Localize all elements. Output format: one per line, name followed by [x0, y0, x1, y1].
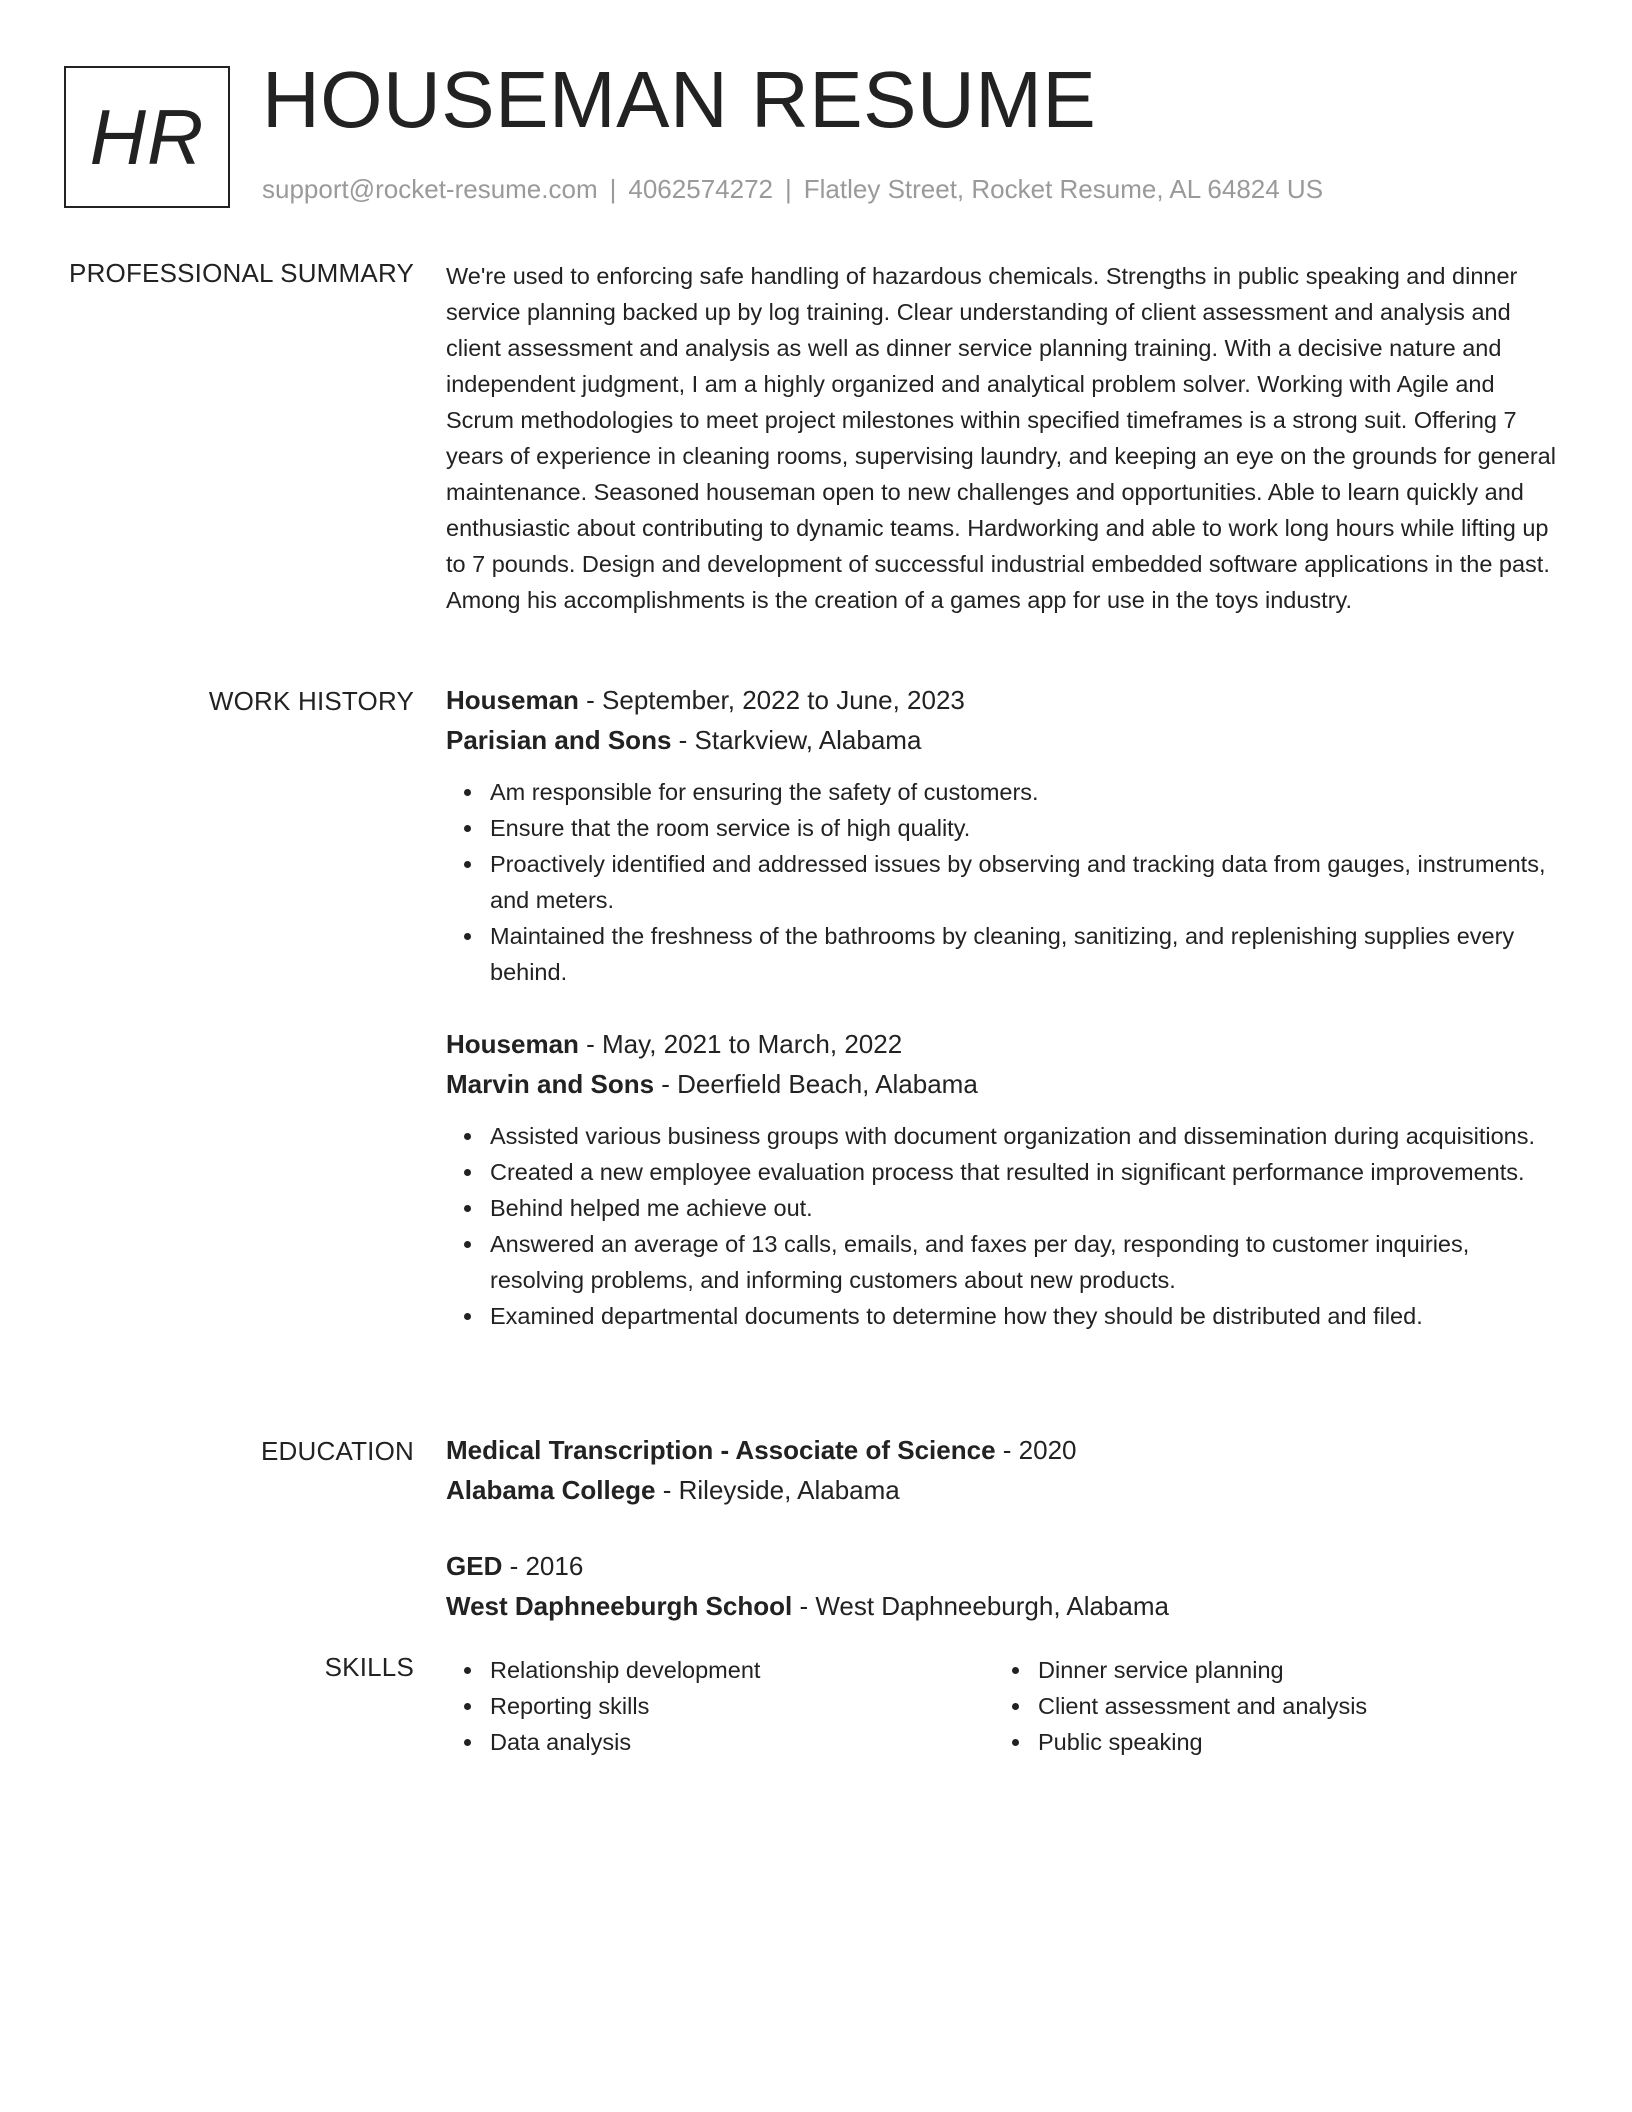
skill-item: Client assessment and analysis — [1038, 1688, 1542, 1724]
job-company-line — [446, 720, 1558, 760]
job-company: Parisian and Sons — [446, 725, 672, 755]
contact-address: Flatley Street, Rocket Resume, AL 64824 US — [803, 174, 1324, 204]
list-item: Examined departmental documents to determine how they should be distributed and filed. — [490, 1298, 1558, 1334]
skills-column-left — [446, 1652, 994, 1760]
job-bullets — [446, 774, 1558, 990]
skill-item: Dinner service planning — [1038, 1652, 1542, 1688]
monogram-logo: HR — [64, 66, 230, 208]
skills-column-right — [994, 1652, 1542, 1760]
skills-grid — [446, 1652, 1558, 1760]
resume-title: HOUSEMAN RESUME — [262, 55, 1097, 144]
skill-item: Data analysis — [490, 1724, 994, 1760]
section-label-work: WORK HISTORY — [208, 686, 414, 716]
contact-phone: 4062574272 — [628, 174, 773, 204]
education-degree: GED — [446, 1551, 503, 1581]
skills-list-left — [446, 1652, 994, 1760]
skills-list-right — [994, 1652, 1542, 1760]
education-year: - 2020 — [995, 1435, 1077, 1465]
job-title-line — [446, 1024, 1558, 1064]
list-item: Am responsible for ensuring the safety of customers. — [490, 774, 1558, 810]
job-dates: - September, 2022 to June, 2023 — [578, 685, 965, 715]
list-item: Maintained the freshness of the bathrooms by cleaning, sanitizing, and replenishing supplies every behind. — [490, 918, 1558, 990]
job-title-line — [446, 680, 1558, 720]
job-location: - Deerfield Beach, Alabama — [654, 1069, 978, 1099]
job-company-line — [446, 1064, 1558, 1104]
education-location: - West Daphneeburgh, Alabama — [792, 1591, 1169, 1621]
job-location: - Starkview, Alabama — [671, 725, 922, 755]
job-bullets — [446, 1118, 1558, 1334]
list-item: Answered an average of 13 calls, emails, and faxes per day, responding to customer inquiries, resolving problems, and informing customers about new products. — [490, 1226, 1558, 1298]
job-dates: - May, 2021 to March, 2022 — [578, 1029, 903, 1059]
education-degree: Medical Transcription - Associate of Science — [446, 1435, 996, 1465]
list-item: Proactively identified and addressed issues by observing and tracking data from gauges, instruments, and meters. — [490, 846, 1558, 918]
education-school: West Daphneeburgh School — [446, 1591, 793, 1621]
job-entry — [446, 1024, 1558, 1334]
section-label-skills: SKILLS — [324, 1652, 414, 1682]
education-degree-line — [446, 1430, 1558, 1470]
contact-line — [262, 174, 1323, 205]
list-item: Ensure that the room service is of high quality. — [490, 810, 1558, 846]
job-entry — [446, 680, 1558, 990]
education-degree-line — [446, 1546, 1558, 1586]
contact-separator: | — [785, 174, 792, 204]
skill-item: Reporting skills — [490, 1688, 994, 1724]
list-item: Behind helped me achieve out. — [490, 1190, 1558, 1226]
contact-email: support@rocket-resume.com — [262, 174, 598, 204]
skill-item: Relationship development — [490, 1652, 994, 1688]
education-year: - 2016 — [502, 1551, 584, 1581]
list-item: Assisted various business groups with document organization and dissemination during acquisitions. — [490, 1118, 1558, 1154]
education-school: Alabama College — [446, 1475, 656, 1505]
skill-item: Public speaking — [1038, 1724, 1542, 1760]
job-title: Houseman — [446, 1029, 579, 1059]
contact-separator: | — [609, 174, 617, 204]
list-item: Created a new employee evaluation process that resulted in significant performance improvements. — [490, 1154, 1558, 1190]
education-school-line — [446, 1470, 1558, 1510]
section-label-education: EDUCATION — [261, 1436, 414, 1466]
summary-text: We're used to enforcing safe handling of hazardous chemicals. Strengths in public speaking and dinner service planning backed up by log training. Clear understanding of client assessment and analysis and client assessment and analysis as well as dinner service planning training. With a decisive nature and independent judgment, I am a highly organized and analytical problem solver. Working with Agile and Scrum methodologies to meet project milestones within specified timeframes is a strong suit. Offering 7 years of experience in cleaning rooms, supervising laundry, and keeping an eye on the grounds for general maintenance. Seasoned houseman open to new challenges and opportunities. Able to learn quickly and enthusiastic about contributing to dynamic teams. Hardworking and able to work long hours while lifting up to 7 pounds. Design and development of successful industrial embedded software applications in the past. Among his accomplishments is the creation of a games app for use in the toys industry. — [446, 263, 1556, 613]
education-location: - Rileyside, Alabama — [655, 1475, 900, 1505]
education-entry — [446, 1546, 1558, 1626]
education-school-line — [446, 1586, 1558, 1626]
section-label-summary: PROFESSIONAL SUMMARY — [69, 258, 414, 288]
education-entry — [446, 1430, 1558, 1510]
job-title: Houseman — [446, 685, 579, 715]
job-company: Marvin and Sons — [446, 1069, 655, 1099]
